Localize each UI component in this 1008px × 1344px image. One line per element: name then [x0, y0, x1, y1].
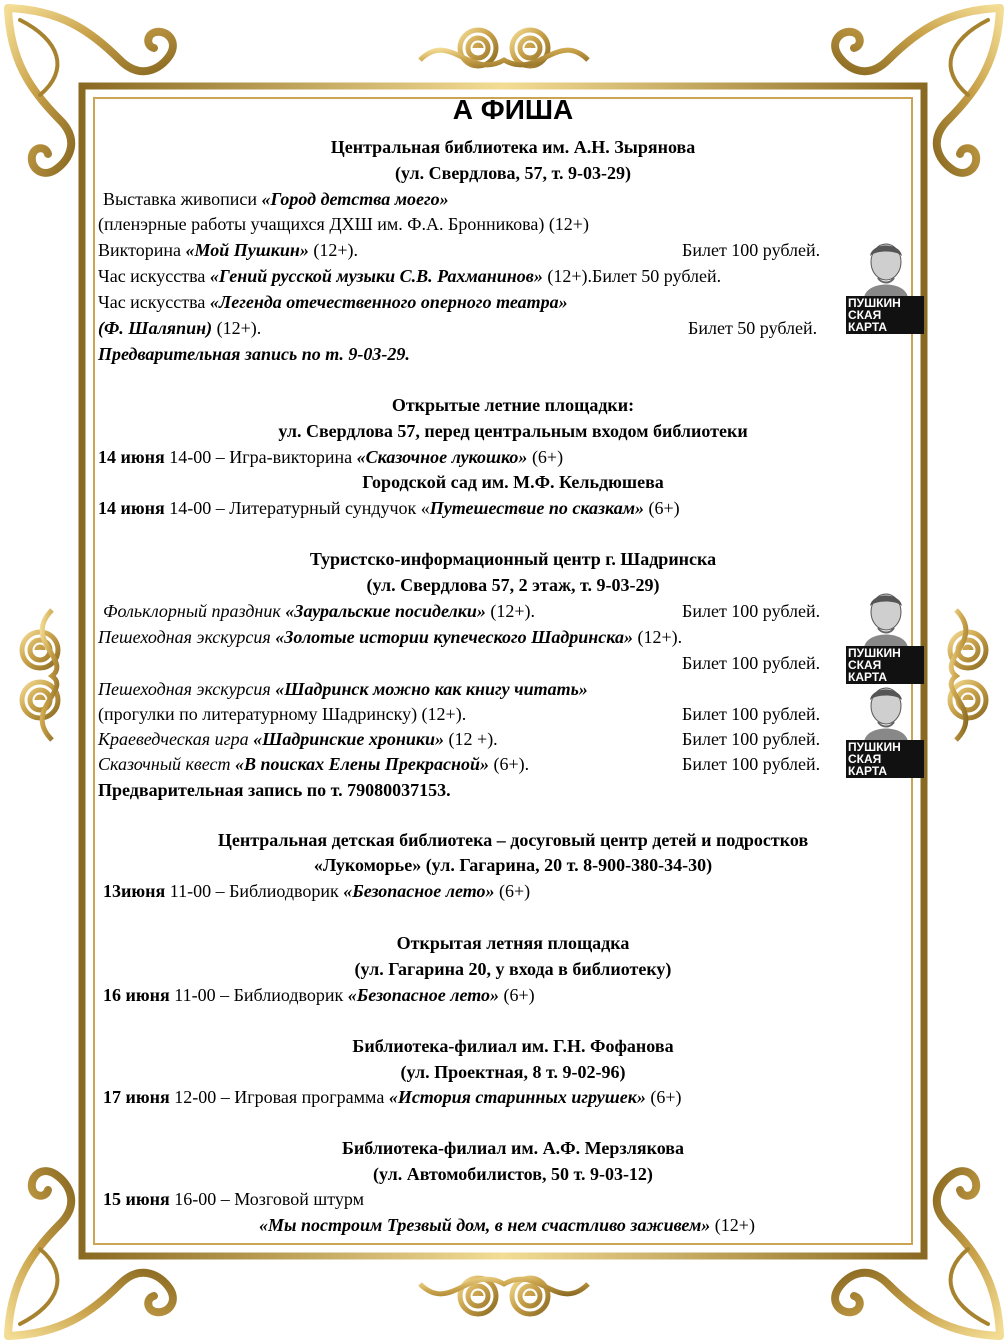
registration-note: Предварительная запись по т. 79080037153. — [98, 780, 451, 800]
event-walk-tour-2: Пешеходная экскурсия «Шадринск можно как книгу читать» — [98, 679, 588, 699]
event-local-history-game: Краеведческая игра «Шадринские хроники» (12 +). — [98, 729, 498, 749]
event-biblio-yard-2: 16 июня 11-00 – Библиодворик «Безопасное лето» (6+) — [103, 985, 535, 1005]
event-walk-tour-1: Пешеходная экскурсия «Золотые истории купеческого Шадринска» (12+). — [98, 627, 683, 647]
price-label: Билет 100 рублей. — [682, 601, 821, 621]
section-3-address: (ул. Свердлова 57, 2 этаж, т. 9-03-29) — [366, 575, 660, 595]
event-walk-tour-2-note: (прогулки по литературному Шадринску) (12+). — [98, 704, 467, 724]
event-quiz-basket: 14 июня 14-00 – Игра-викторина «Сказочное лукошко» (6+) — [98, 447, 564, 467]
section-4-address: «Лукоморье» (ул. Гагарина, 20 т. 8-900-380-34-30) — [313, 855, 713, 875]
event-exhibition-note: (пленэрные работы учащихся ДХШ им. Ф.А. Бронникова) (12+) — [98, 214, 589, 234]
section-3-heading: Туристско-информационный центр г. Шадринска — [309, 549, 717, 569]
registration-note: Предварительная запись по т. 9-03-29. — [98, 344, 410, 364]
price-label: Билет 100 рублей. — [682, 653, 821, 673]
event-quiz: Викторина «Мой Пушкин» (12+). — [98, 240, 359, 260]
pushkin-card-logo: ПУШКИН СКАЯ КАРТА — [846, 684, 924, 776]
event-toys-program: 17 июня 12-00 – Игровая программа «История старинных игрушек» (6+) — [103, 1087, 682, 1107]
section-2-address: ул. Свердлова 57, перед центральным входом библиотеки — [278, 421, 748, 441]
event-brainstorm-title: «Мы построим Трезвый дом, в нем счастливо заживем» (12+) — [259, 1215, 755, 1235]
section-1-heading: Центральная библиотека им. А.Н. Зырянова — [330, 137, 696, 157]
event-folk-festival: Фольклорный праздник «Зауральские посиделки» (12+). — [103, 601, 536, 621]
pushkin-card-logo: ПУШКИН СКАЯ КАРТА — [846, 240, 924, 332]
event-biblio-yard-1: 13июня 11-00 – Библиодворик «Безопасное лето» (6+) — [103, 881, 531, 901]
event-art-hour-2-cont: (Ф. Шаляпин) (12+). — [98, 318, 262, 338]
price-label: Билет 100 рублей. — [682, 729, 821, 749]
portrait-icon — [860, 240, 912, 298]
event-literary-chest: 14 июня 14-00 – Литературный сундучок «Путешествие по сказкам» (6+) — [98, 498, 680, 518]
section-2-heading: Открытые летние площадки: — [391, 395, 635, 415]
section-5-address: (ул. Гагарина 20, у входа в библиотеку) — [354, 959, 672, 979]
event-art-hour-2: Час искусства «Легенда отечественного оперного театра» — [98, 292, 568, 312]
price-label: Билет 100 рублей. — [682, 754, 821, 774]
page-title: А ФИША — [452, 94, 574, 125]
pushkin-card-logo: ПУШКИН СКАЯ КАРТА — [846, 590, 924, 682]
section-1-address: (ул. Свердлова, 57, т. 9-03-29) — [394, 163, 632, 183]
price-label: Билет 100 рублей. — [682, 240, 821, 260]
event-fairy-quest: Сказочный квест «В поисках Елены Прекрасной» (6+). — [98, 754, 530, 774]
section-2-garden: Городской сад им. М.Ф. Кельдюшева — [362, 472, 664, 492]
section-5-heading: Открытая летняя площадка — [396, 933, 630, 953]
section-6-address: (ул. Проектная, 8 т. 9-02-96) — [400, 1062, 626, 1082]
section-6-heading: Библиотека-филиал им. Г.Н. Фофанова — [352, 1036, 674, 1056]
section-7-address: (ул. Автомобилистов, 50 т. 9-03-12) — [373, 1164, 653, 1184]
price-label: Билет 100 рублей. — [682, 704, 821, 724]
event-brainstorm: 15 июня 16-00 – Мозговой штурм — [103, 1189, 364, 1209]
section-4-heading: Центральная детская библиотека – досуговый центр детей и подростков — [217, 830, 809, 850]
event-art-hour-1: Час искусства «Гений русской музыки С.В. Рахманинов» (12+).Билет 50 рублей. — [98, 266, 722, 286]
price-label: Билет 50 рублей. — [688, 318, 818, 338]
portrait-icon — [860, 590, 912, 648]
portrait-icon — [860, 684, 912, 742]
section-7-heading: Библиотека-филиал им. А.Ф. Мерзлякова — [341, 1138, 685, 1158]
event-exhibition: Выставка живописи «Город детства моего» — [103, 189, 449, 209]
